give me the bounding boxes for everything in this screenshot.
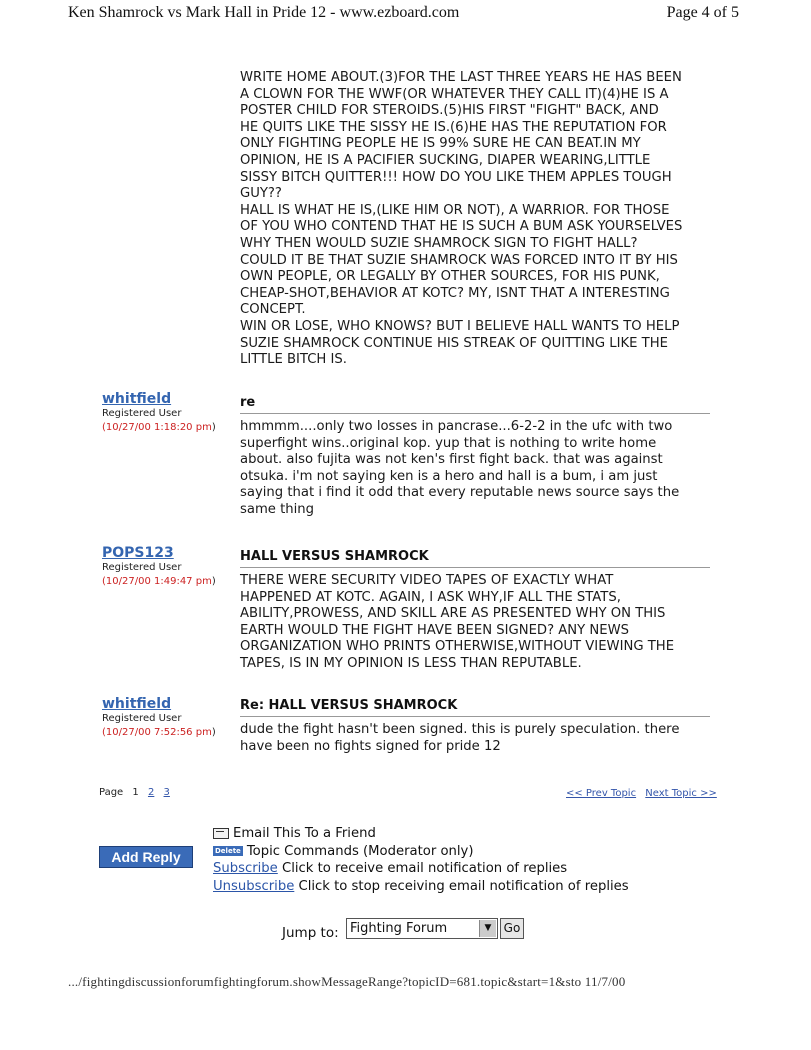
post-line: SISSY BITCH QUITTER!!! HOW DO YOU LIKE THEM APPLES TOUGH xyxy=(240,169,672,185)
username-link[interactable]: POPS123 xyxy=(102,545,174,561)
timestamp-value: 10/27/00 1:18:20 pm xyxy=(105,422,212,433)
page-title: Ken Shamrock vs Mark Hall in Pride 12 - www.ezboard.com xyxy=(68,4,460,21)
post-line: THERE WERE SECURITY VIDEO TAPES OF EXACTLY WHAT xyxy=(240,573,614,588)
page-indicator: Page 4 of 5 xyxy=(666,4,739,21)
topic-actions xyxy=(213,825,629,895)
unsubscribe-text: Click to stop receiving email notification of replies xyxy=(294,878,629,894)
post-line: HE QUITS LIKE THE SISSY HE IS.(6)HE HAS THE REPUTATION FOR xyxy=(240,119,667,135)
post-line: LITTLE BITCH IS. xyxy=(240,352,347,368)
email-friend-label[interactable]: Email This To a Friend xyxy=(233,826,376,841)
post-line: WIN OR LOSE, WHO KNOWS? BUT I BELIEVE HALL WANTS TO HELP xyxy=(240,318,680,334)
post-timestamp: (10/27/00 7:52:56 pm) xyxy=(102,727,216,738)
post-body-continued xyxy=(240,70,710,369)
subscribe-link[interactable]: Subscribe xyxy=(213,861,278,877)
post-line: CHEAP-SHOT,BEHAVIOR AT KOTC? MY, ISNT THAT A INTERESTING xyxy=(240,285,670,301)
jump-label: Jump to: xyxy=(282,925,339,941)
post-line: otsuka. i'm not saying ken is a hero and hall is a bum, i am just xyxy=(240,468,658,484)
post-line: EARTH WOULD THE FIGHT HAVE BEEN SIGNED? ANY NEWS xyxy=(240,622,630,638)
post-line: A CLOWN FOR THE WWF(OR WHATEVER THEY CALL IT)(4)HE IS A xyxy=(240,86,669,102)
topic-commands-row xyxy=(213,843,629,861)
envelope-icon xyxy=(213,828,229,839)
email-friend-row[interactable] xyxy=(213,825,629,843)
subscribe-row xyxy=(213,860,629,878)
post-subject: re xyxy=(240,395,710,414)
post-author xyxy=(102,391,237,433)
chevron-down-icon[interactable]: ▼ xyxy=(479,920,496,937)
unsubscribe-row xyxy=(213,878,629,896)
prev-topic-link[interactable]: << Prev Topic xyxy=(566,788,637,799)
post-line: COULD IT BE THAT SUZIE SHAMROCK WAS FORCED INTO IT BY HIS xyxy=(240,252,678,268)
post-body xyxy=(240,573,710,673)
print-header xyxy=(0,0,811,30)
post-line: WHY THEN WOULD SUZIE SHAMROCK SIGN TO FIGHT HALL? xyxy=(240,235,638,251)
post-line: HALL IS WHAT HE IS,(LIKE HIM OR NOT), A WARRIOR. FOR THOSE xyxy=(240,202,670,218)
post-line: have been no fights signed for pride 12 xyxy=(240,738,501,754)
user-role: Registered User xyxy=(102,562,182,573)
post-subject: Re: HALL VERSUS SHAMROCK xyxy=(240,698,710,717)
post-line: OPINION, HE IS A PACIFIER SUCKING, DIAPER WEARING,LITTLE xyxy=(240,152,651,168)
pager-link-3[interactable]: 3 xyxy=(163,787,170,798)
add-reply-button[interactable]: Add Reply xyxy=(99,846,193,868)
post-timestamp: (10/27/00 1:49:47 pm) xyxy=(102,576,216,587)
post-line: about. also fujita was not ken's first fight back. that was against xyxy=(240,452,663,468)
post-line: OF YOU WHO CONTEND THAT HE IS SUCH A BUM ASK YOURSELVES xyxy=(240,219,683,235)
user-role: Registered User xyxy=(102,408,182,419)
delete-icon[interactable]: Delete xyxy=(215,846,241,855)
unsubscribe-link[interactable]: Unsubscribe xyxy=(213,878,295,894)
post-body xyxy=(240,722,710,755)
user-role: Registered User xyxy=(102,713,182,724)
post-subject: HALL VERSUS SHAMROCK xyxy=(240,549,710,568)
post-author xyxy=(102,696,237,738)
post-line: superfight wins..original kop. yup that is nothing to write home xyxy=(240,435,657,451)
post-line: GUY?? xyxy=(240,186,282,202)
pager xyxy=(99,787,170,798)
post-line: hmmmm....only two losses in pancrase...6-2-2 in the ufc with two xyxy=(240,419,673,434)
post-line: saying that i find it odd that every reputable news source says the xyxy=(240,485,680,501)
username-link[interactable]: whitfield xyxy=(102,696,172,712)
post-line: OWN PEOPLE, OR LEGALLY BY OTHER SOURCES, FOR HIS PUNK, xyxy=(240,269,660,285)
post-line: dude the fight hasn't been signed. this is purely speculation. there xyxy=(240,722,680,737)
post-line: same thing xyxy=(240,501,315,517)
print-footer-url: .../fightingdiscussionforumfightingforum.showMessageRange?topicID=681.topic&start=1&sto 11/7/00 xyxy=(68,974,626,989)
post-timestamp: (10/27/00 1:18:20 pm) xyxy=(102,422,216,433)
post-line: POSTER CHILD FOR STEROIDS.(5)HIS FIRST "FIGHT" BACK, AND xyxy=(240,103,659,119)
pager-link-2[interactable]: 2 xyxy=(147,787,155,798)
timestamp-value: 10/27/00 7:52:56 pm xyxy=(105,727,212,738)
pager-label: Page xyxy=(99,787,124,798)
post-line: CONCEPT. xyxy=(240,302,306,318)
next-topic-link[interactable]: Next Topic >> xyxy=(645,788,717,799)
go-button[interactable]: Go xyxy=(500,918,524,939)
forum-select[interactable] xyxy=(346,918,498,939)
timestamp-value: 10/27/00 1:49:47 pm xyxy=(105,576,212,587)
username-link[interactable]: whitfield xyxy=(102,391,172,407)
topic-commands-label: Topic Commands (Moderator only) xyxy=(246,843,474,859)
topic-nav xyxy=(560,788,717,799)
subscribe-text: Click to receive email notification of replies xyxy=(277,861,568,877)
post-line: WRITE HOME ABOUT.(3)FOR THE LAST THREE YEARS HE HAS BEEN xyxy=(240,70,682,85)
post-line: ABILITY,PROWESS, AND SKILL ARE AS PRESENTED WHY ON THIS xyxy=(240,606,666,622)
post-line: ORGANIZATION WHO PRINTS OTHERWISE,WITHOUT VIEWING THE xyxy=(240,639,675,655)
post-line: ONLY FIGHTING PEOPLE HE IS 99% SURE HE CAN BEAT.IN MY xyxy=(240,136,641,152)
post-line: SUZIE SHAMROCK CONTINUE HIS STREAK OF QUITTING LIKE THE xyxy=(240,335,668,351)
pager-current: 1 xyxy=(132,787,139,798)
post-line: TAPES, IS IN MY OPINION IS LESS THAN REPUTABLE. xyxy=(240,655,582,671)
forum-select-value: Fighting Forum xyxy=(350,921,448,936)
post-body xyxy=(240,419,710,519)
post-author xyxy=(102,545,237,587)
post-line: HAPPENED AT KOTC. AGAIN, I ASK WHY,IF ALL THE STATS, xyxy=(240,589,621,605)
